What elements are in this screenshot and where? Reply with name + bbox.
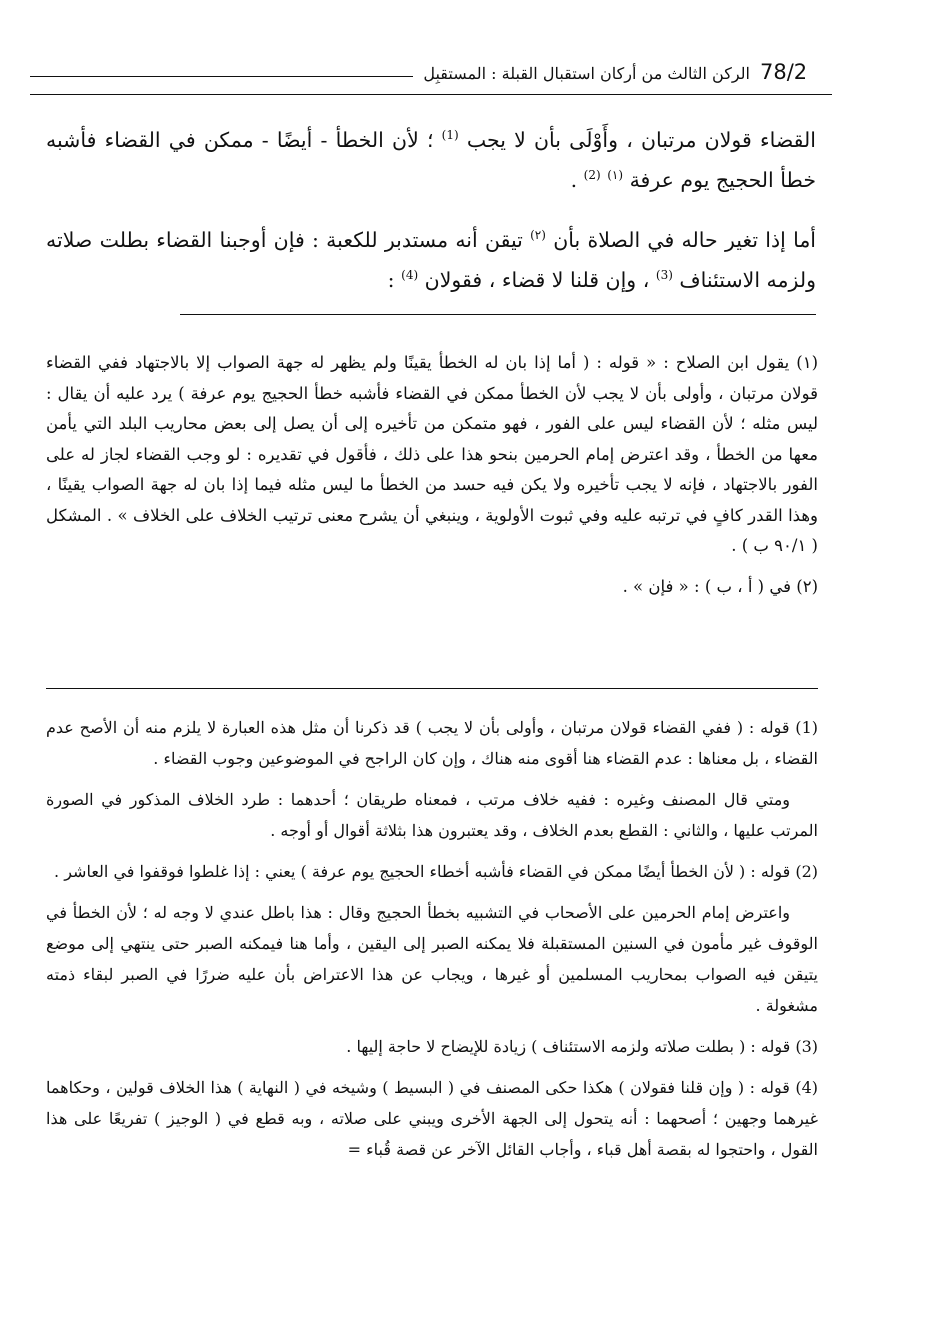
commentary-note-2-continued: واعترض إمام الحرمين على الأصحاب في التشبيه بخطأ الحجيج وقال : هذا باطل عندي لا وجه له ؛ لأن الخطأ في الوقوف غير مأمون في السنين المستقبلة فلا يمكنه الصبر إلى اليقين ، وأما هنا فيمكنه الصبر حتى ينتهي إلى موضع يتيقن فيه الصواب بمحاريب المسلمين أو غيرها ، ويجاب عن هذا الاعتراض بأن عليه ضررًا في الصبر لبقاء ذمته مشغولة . [46, 903, 819, 1015]
running-header [30, 64, 750, 83]
main-paragraph-2 [46, 220, 816, 300]
commentary-note-1: (1) قوله : ( ففي القضاء قولان مرتبان ، وأولى بأن لا يجب ) قد ذكرنا أن مثل هذه العبارة لا يلزم منه أن الأصح عدم القضاء ، بل معناها : عدم القضاء هنا أقوى منه هناك ، وإن كان الراجح في الموضوعين وجوب القضاء . [46, 718, 818, 768]
main-text-segment: فأشبه خطأ الحجيج يوم عرفة [46, 128, 816, 192]
header-dash-rule [30, 76, 413, 77]
underline-rule [180, 314, 816, 315]
commentary-note-1-continued: ومتي قال المصنف وغيره : ففيه خلاف مرتب ، فمعناه طريقان ؛ أحدهما : طرد الخلاف المذكور في الصورة المرتب عليها ، والثاني : القطع بعدم الخلاف ، وقد يعتبرون هذا بثلاثة أقوال أو أوجه . [46, 790, 818, 840]
main-text-segment: ، وإن قلنا لا قضاء ، فقولان [424, 268, 650, 292]
page-number: 78/2 [760, 60, 808, 84]
footnote-separator [46, 688, 818, 689]
footnote-ref[interactable]: (٢) [530, 228, 546, 243]
footnotes-lower [46, 712, 818, 1175]
footnote-2: (٢) في ( أ ، ب ) : « فإن » . [622, 576, 818, 596]
commentary-note-4: (4) قوله : ( وإن قلنا فقولان ) هكذا حكى المصنف في ( البسيط ) وشيخه في ( النهاية ) هذا الخلاف قولين ، وحكاهما غيرهما وجهين ؛ أصحهما : أنه يتحول إلى الجهة الأخرى ويبني على صلاته ، وبه قطع في ( الوجيز ) تفريعًا على هذا القول ، واحتجوا له بقصة أهل قباء ، وأجاب القائل الآخر عن قصة قُباء = [46, 1078, 818, 1159]
footnote-ref[interactable]: (١) [607, 168, 624, 183]
commentary-note-2: (2) قوله : ( لأن الخطأ أيضًا ممكن في القضاء فأشبه أخطاء الحجيج يوم عرفة ) يعني : إذا غلطوا فوقفوا في العاشر . [54, 862, 818, 881]
main-paragraph-1 [46, 120, 816, 200]
footnote-ref[interactable]: (2) [583, 168, 601, 183]
main-text-segment: : [387, 268, 395, 292]
main-text-segment: القضاء قولان مرتبان ، وأَوْلَى بأن لا يجب [466, 128, 816, 152]
footnote-ref[interactable]: (1) [441, 128, 459, 143]
footnote-ref[interactable]: (4) [401, 268, 419, 283]
main-text-segment: أما إذا تغير حاله في الصلاة بأن [553, 228, 816, 252]
footnotes-upper [46, 348, 818, 602]
main-text [46, 120, 816, 300]
commentary-note-3: (3) قوله : ( بطلت صلاته ولزمه الاستئناف ) زيادة للإيضاح لا حاجة إليها . [346, 1037, 818, 1056]
footnote-1: (١) يقول ابن الصلاح : « قوله : ( أما إذا بان له الخطأ يقينًا ولم يظهر له جهة الصواب إلا بالاجتهاد ففي القضاء قولان مرتبان ، وأولى بأن لا يجب لأن الخطأ ممكن في القضاء فأشبه خطأ الحجيج يوم عرفة ) يرد عليه أن يقال : ليس مثله ؛ لأن القضاء ليس على الفور ، فهو متمكن من تأخيره إلى أن يصل إلى بعض محاريب البلد التي يأمن معها من الخطأ ، وقد اعترض إمام الحرمين بنحو هذا على ذلك ، فأقول في تقديره : لو وجب القضاء لجاز له على الفور بالاجتهاد ، فإنه لا يجب تأخيره ولا يكن فيه حسد من الخطأ ما ليس مثله فيما إذا بان له جهة الصواب يقينًا ، وهذا القدر كافٍ في ترتبه عليه وفي ثبوت الأولوية ، وينبغي أن يشرح معنى ترتيب الخلاف على الخلاف » . المشكل ( ٩٠/١ ب ) . [46, 353, 818, 555]
running-header-title: الركن الثالث من أركان استقبال القبلة : المستقبِل [423, 64, 750, 83]
header-rule [30, 94, 832, 95]
main-text-segment: ؛ لأن الخطأ - أيضًا - ممكن في القضاء [104, 128, 434, 152]
main-text-segment: تيقن أنه مستدبر للكعبة : فإن أوجبنا القضاء بطلت صلاته ولزمه الاستئناف [46, 228, 816, 292]
main-text-segment: . [570, 168, 578, 192]
footnote-ref[interactable]: (3) [655, 268, 673, 283]
